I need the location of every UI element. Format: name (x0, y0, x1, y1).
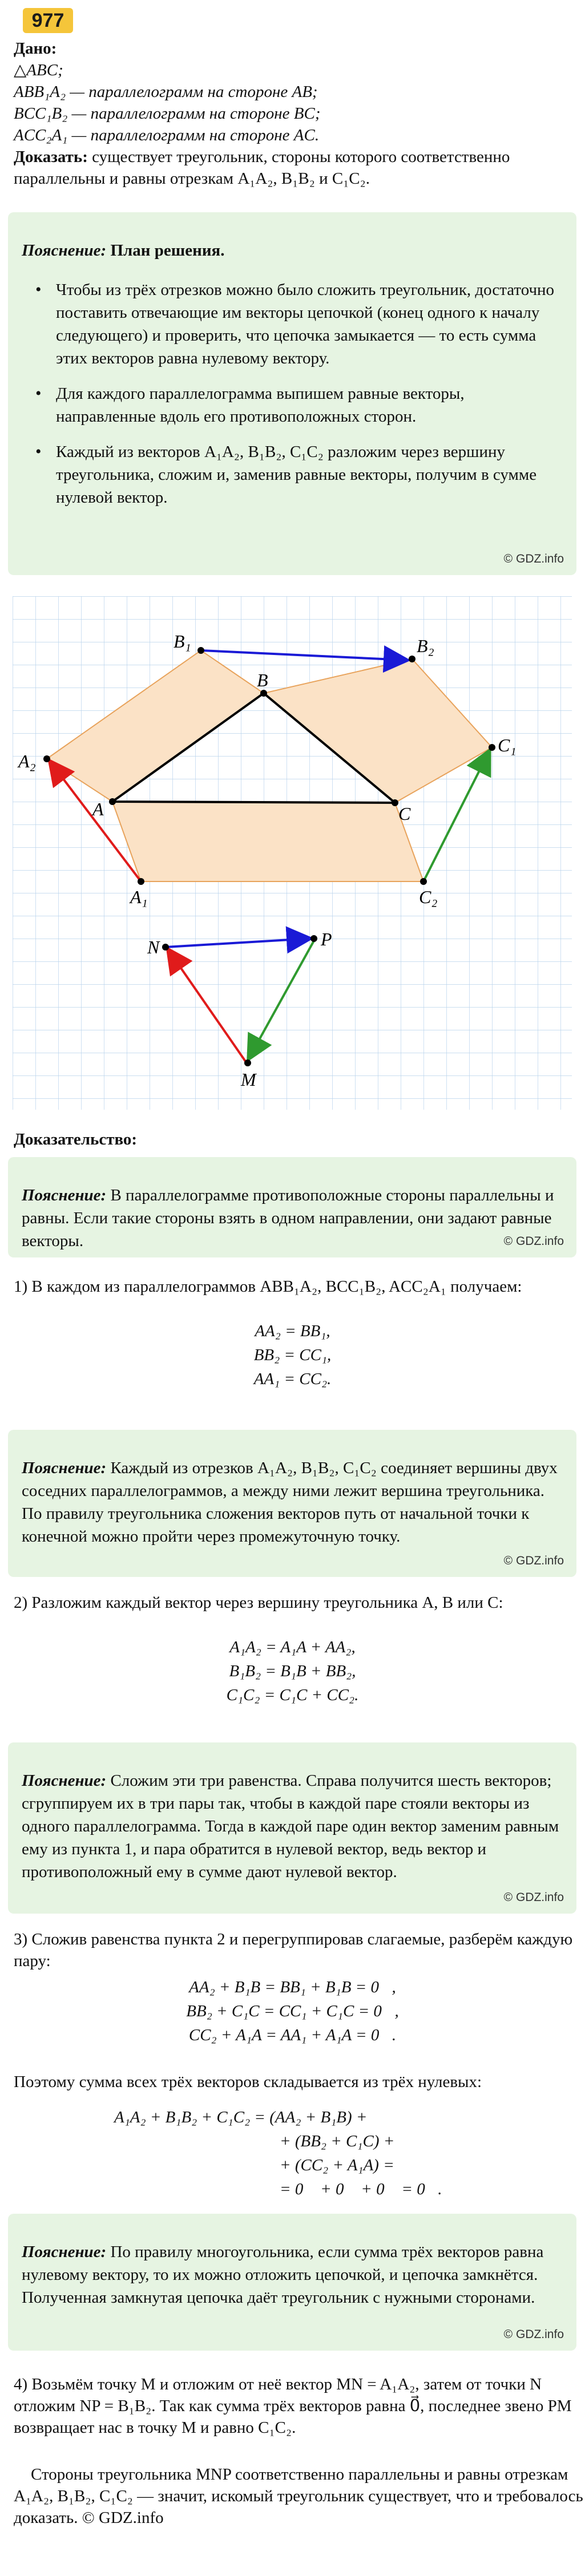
point-n (162, 944, 169, 951)
problem-number-badge: 977 (23, 8, 73, 33)
point-a2 (43, 755, 50, 762)
source-credit: © GDZ.info (503, 1891, 564, 1904)
plan-bullet: • Для каждого параллелограмма выпишем равные векторы, направленные вдоль его противоположных сторон. (22, 382, 563, 428)
point-c (392, 799, 398, 806)
plan-bullet: • Чтобы из трёх отрезков можно было сложить треугольник, достаточно поставить отвечающие им векторы цепочкой (конец одного к началу следующего) и проверить, что цепочка замыкается — то есть сумма этих векторов равна нулевому вектору. (22, 278, 563, 370)
label-b: B (257, 670, 268, 690)
explanation-polygon-rule (8, 2214, 576, 2351)
label-b2: B₂ (417, 636, 434, 656)
label-a2: A₂ (18, 751, 36, 771)
proof-label: Доказательство: (14, 1130, 138, 1149)
given-line: △ABC; (14, 61, 63, 79)
step4-conclusion: Стороны треугольника MNP соответственно параллельны и равны отрезкам A₁A₂, B₁B₂, C₁C₂ — значит, искомый треугольник существует, что и требовалось доказать. © GDZ.info (14, 2465, 583, 2527)
note-label: Пояснение: (22, 1186, 107, 1204)
source-credit: © GDZ.info (503, 552, 564, 565)
label-a: A (92, 799, 104, 819)
label-c1: C₁ (498, 735, 517, 755)
equation: CC₂ + A₁A = AA₁ + A₁A = 0⃗. (188, 2026, 397, 2044)
point-c2 (420, 878, 427, 885)
explanation-plan (8, 212, 576, 575)
explanation-parallelogram (8, 1157, 576, 1257)
source-credit: © GDZ.info (503, 1235, 564, 1248)
point-a1 (138, 878, 144, 885)
equation: AA₂ + B₁B = BB₁ + B₁B = 0⃗, (189, 1978, 396, 1996)
note-text: Каждый из отрезков A₁A₂, B₁B₂, C₁C₂ соединяет вершины двух соседних параллелограммов, а между ними лежит вершина треугольника. По правилу треугольника сложения векторов путь от начальной точки к конечной можно пройти через промежуточную точку. (22, 1459, 558, 1546)
note-label: Пояснение: (22, 1772, 107, 1790)
equation: B₁B₂ = B₁B + BB₂, (229, 1662, 356, 1680)
label-n: N (147, 937, 160, 957)
parallelogram-acc2a1 (112, 802, 423, 881)
note-text: По правилу многоугольника, если сумма трёх векторов равна нулевому вектору, то их можно отложить цепочкой, и цепочка замкнётся. Полученная замкнутая цепочка даёт треугольник с нужными сторонами. (22, 2243, 544, 2307)
step2-text: 2) Разложим каждый вектор через вершину треугольника A, B или C: (14, 1594, 503, 1612)
point-c1 (489, 744, 495, 751)
equation: BB₂ = CC₁, (253, 1346, 332, 1364)
given-label: Дано: (14, 39, 57, 58)
sum-equations (114, 2105, 548, 2201)
step1-text: 1) В каждом из параллелограммов ABB₁A₂, BCC₁B₂, ACC₂A₁ получаем: (14, 1277, 522, 1296)
note-text: Сложим эти три равенства. Справа получится шесть векторов; сгруппируем их в три пары так, чтобы в каждой паре стояли векторы из одного параллелограмма. Тогда в каждой паре один вектор заменим равным ему из пункта 1, и пара обратится в нулевой вектор, ведь вектор и противоположный ему в сумме дают нулевой вектор. (22, 1772, 559, 1881)
equation: A₁A₂ = A₁A + AA₂, (229, 1638, 356, 1656)
point-b1 (197, 647, 204, 654)
given-line: ABB₁A₂ — параллелограмм на стороне AB; (14, 83, 318, 101)
note-title: План решения. (110, 241, 225, 260)
note-label: Пояснение: (22, 2243, 107, 2261)
prove-text: существует треугольник, стороны которого соответственно параллельны и равны отрезкам A₁A₂, B₁B₂ и C₁C₂. (14, 148, 510, 188)
note-label: Пояснение: (22, 241, 107, 260)
point-b (260, 690, 267, 697)
explanation-grouping (8, 1742, 576, 1914)
given-line: BCC₁B₂ — параллелограмм на стороне BC; (14, 104, 321, 123)
plan-bullet: • Каждый из векторов A₁A₂, B₁B₂, C₁C₂ разложим через вершину треугольника, сложим и, заменив равные векторы, получим в сумме нулевой вектор. (22, 440, 563, 509)
source-credit: © GDZ.info (503, 1554, 564, 1567)
prove-statement (14, 146, 585, 189)
step2-equations (0, 1635, 585, 1707)
label-c2: C₂ (419, 887, 438, 907)
step3-equations (0, 1975, 585, 2047)
step3-text: 3) Сложив равенства пункта 2 и перегруппировав слагаемые, разберём каждую пару: (14, 1930, 573, 1970)
note-text: В параллелограмме противоположные стороны параллельны и равны. Если такие стороны взять в одном направлении, они задают равные векторы. (22, 1186, 554, 1250)
given-block (0, 38, 585, 189)
equation: + (BB₂ + C₁C) + (280, 2132, 395, 2150)
given-line: ACC₂A₁ — параллелограмм на стороне AC. (14, 126, 320, 144)
label-a1: A₁ (130, 887, 148, 907)
label-p: P (321, 929, 332, 949)
prove-label: Доказать: (14, 148, 88, 166)
equation: C₁C₂ = C₁C + CC₂. (226, 1686, 359, 1704)
explanation-triangle-rule (8, 1430, 576, 1577)
source-credit: © GDZ.info (503, 2328, 564, 2341)
equation: = 0⃗ + 0⃗ + 0⃗ = 0⃗. (280, 2180, 442, 2198)
step3-summary: Поэтому сумма всех трёх векторов складывается из трёх нулевых: (14, 2073, 482, 2091)
equation: AA₁ = CC₂. (253, 1370, 332, 1388)
label-m: M (241, 1069, 256, 1090)
label-c: C (398, 803, 411, 824)
point-b2 (409, 656, 415, 662)
equation: AA₂ = BB₁, (255, 1322, 330, 1340)
point-p (310, 935, 317, 942)
geometry-figure (13, 596, 572, 1110)
note-label: Пояснение: (22, 1459, 107, 1477)
point-a (109, 798, 116, 805)
point-m (244, 1059, 251, 1066)
step4-text: 4) Возьмём точку M и отложим от неё вектор MN = A₁A₂, затем от точки N отложим NP = B₁B₂. Так как сумма трёх векторов равна 0⃗, последнее звено PM возвращает нас в точку M и равно C₁C₂. (14, 2375, 572, 2437)
equation: + (CC₂ + A₁A) = (280, 2156, 394, 2174)
equation: BB₂ + C₁C = CC₁ + C₁C = 0⃗, (186, 2002, 399, 2020)
label-b1: B₁ (174, 631, 191, 652)
equation: A₁A₂ + B₁B₂ + C₁C₂ = (AA₂ + B₁B) + (114, 2108, 368, 2126)
step1-equations (0, 1319, 585, 1391)
